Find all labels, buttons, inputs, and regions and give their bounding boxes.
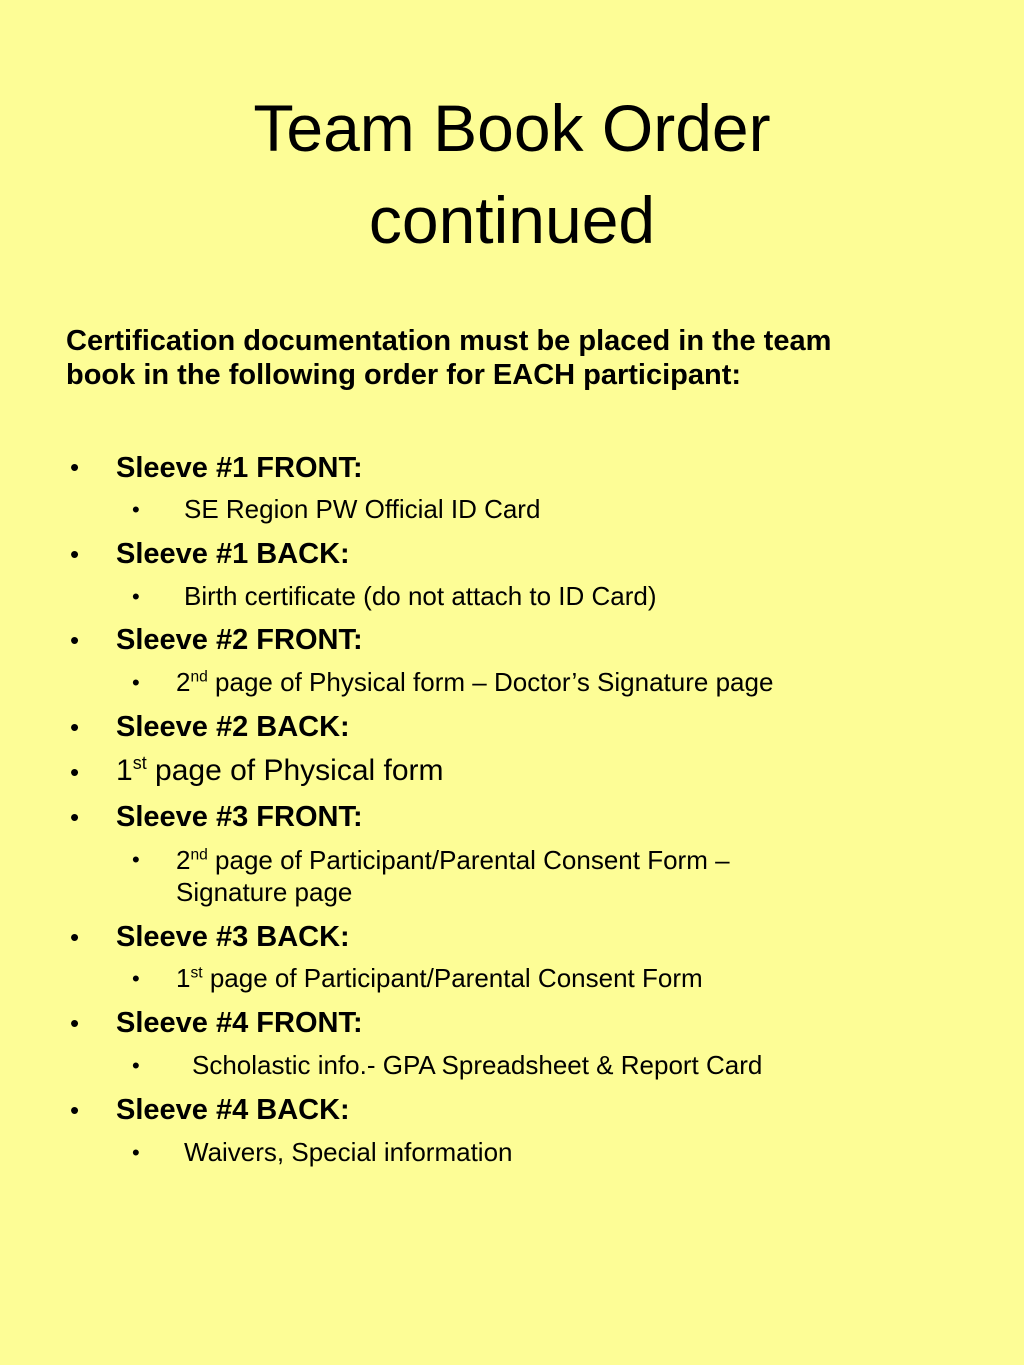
list-item: Sleeve #2 BACK:	[116, 711, 350, 743]
ordinal-number: 1	[116, 754, 133, 787]
bullet-icon: •	[70, 712, 80, 742]
bullet-icon: •	[70, 1095, 80, 1125]
intro-line-1: Certification documentation must be placed in the team	[66, 325, 832, 357]
bullet-icon: •	[70, 625, 80, 655]
bullet-icon: •	[132, 584, 140, 609]
item-text: page of Participant/Parental Consent Form	[202, 963, 703, 993]
list-item	[176, 667, 773, 698]
intro-line-2: book in the following order for EACH participant:	[66, 359, 742, 391]
list-item: Scholastic info.- GPA Spreadsheet & Report Card	[192, 1050, 763, 1080]
list-item: Sleeve #2 FRONT:	[116, 624, 363, 656]
bullet-icon: •	[132, 670, 140, 695]
list-item: Sleeve #1 FRONT:	[116, 452, 363, 484]
bullet-icon: •	[70, 452, 80, 482]
item-text: page of Physical form – Doctor’s Signature page	[207, 667, 774, 697]
bullet-icon: •	[70, 1008, 80, 1038]
item-text: page of Participant/Parental Consent Form –	[207, 845, 730, 875]
ordinal-number: 1	[176, 963, 191, 993]
item-text: page of Physical form	[146, 754, 444, 787]
list-item	[176, 963, 703, 994]
bullet-icon: •	[132, 847, 140, 872]
list-item: Sleeve #3 BACK:	[116, 921, 350, 953]
list-item: Sleeve #4 FRONT:	[116, 1007, 363, 1039]
list-item	[116, 754, 444, 788]
ordinal-number: 2	[176, 845, 191, 875]
bullet-icon: •	[70, 802, 80, 832]
ordinal-suffix: nd	[190, 668, 208, 686]
bullet-icon: •	[132, 1140, 140, 1165]
bullet-icon: •	[70, 539, 80, 569]
bullet-icon: •	[132, 497, 140, 522]
list-item: SE Region PW Official ID Card	[184, 494, 541, 524]
ordinal-suffix: nd	[190, 846, 208, 864]
list-item: Birth certificate (do not attach to ID Card)	[184, 581, 657, 611]
list-item: Sleeve #4 BACK:	[116, 1094, 350, 1126]
ordinal-suffix: st	[190, 964, 203, 982]
bullet-icon: •	[132, 966, 140, 991]
title-line-2: continued	[368, 183, 656, 257]
list-item: Sleeve #3 FRONT:	[116, 801, 363, 833]
item-text-continued: Signature page	[176, 877, 353, 907]
title-line-1: Team Book Order	[253, 91, 771, 165]
bullet-icon: •	[132, 1053, 140, 1078]
bullet-icon: •	[70, 922, 80, 952]
list-item: Sleeve #1 BACK:	[116, 538, 350, 570]
list-item: Waivers, Special information	[184, 1137, 513, 1167]
ordinal-suffix: st	[132, 753, 147, 773]
list-item	[176, 844, 730, 908]
ordinal-number: 2	[176, 667, 191, 697]
bullet-icon: •	[70, 757, 80, 787]
